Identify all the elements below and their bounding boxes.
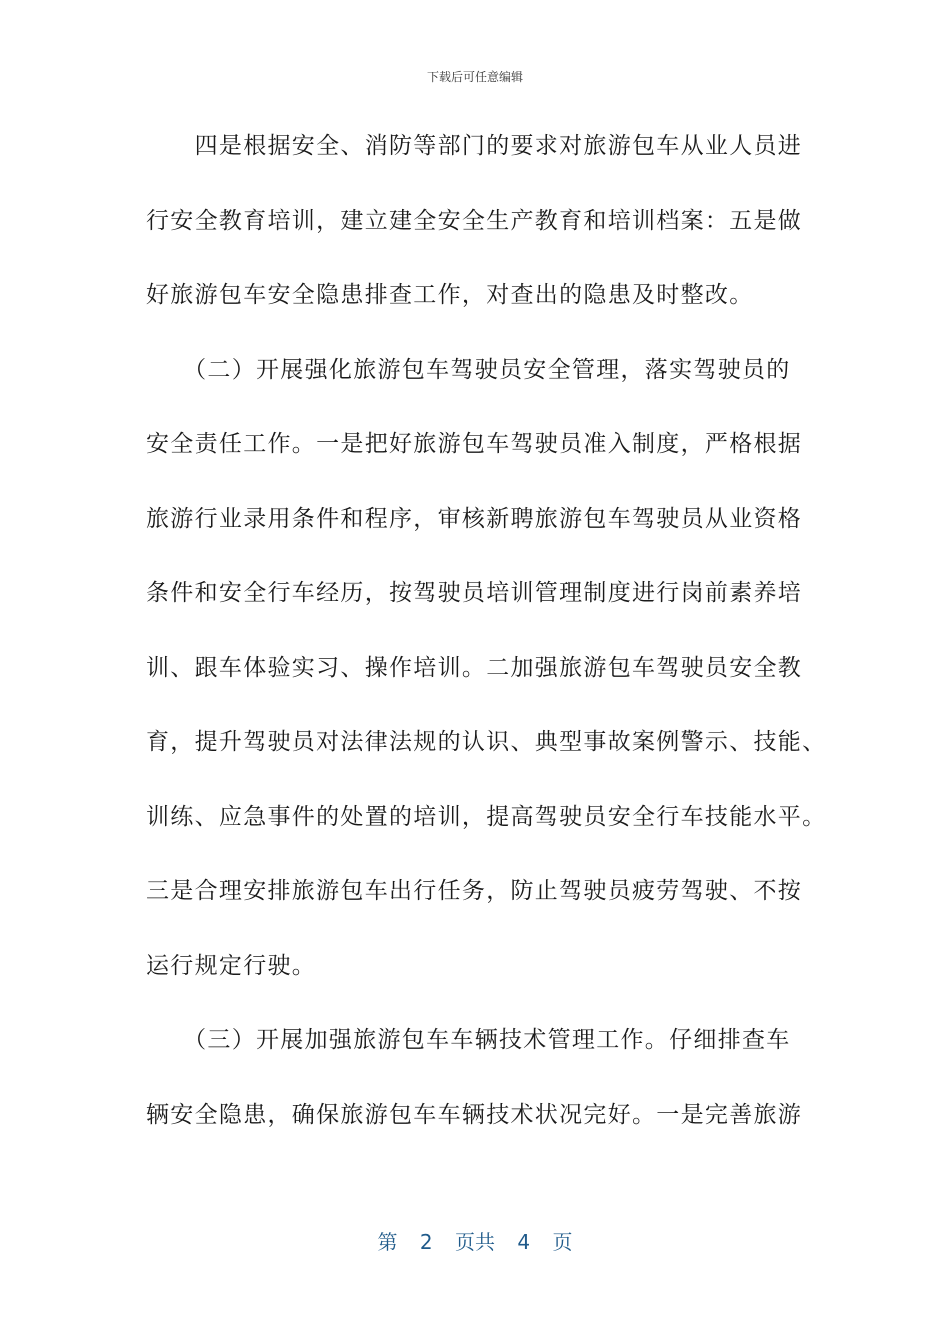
footer-suffix: 页: [552, 1230, 573, 1254]
footer-prefix: 第: [377, 1230, 398, 1254]
body-text: [146, 126, 827, 1169]
text-line: 运行规定行驶。: [146, 952, 317, 979]
text-line: 条件和安全行车经历，按驾驶员培训管理制度进行岗前素养培: [146, 580, 803, 606]
header-note: 下载后可任意编辑: [426, 70, 523, 84]
text-line: 安全责任工作。一是把好旅游包车驾驶员准入制度，严格根据: [146, 431, 803, 457]
text-line: 四是根据安全、消防等部门的要求对旅游包车从业人员进: [146, 133, 803, 159]
text-line: 育，提升驾驶员对法律法规的认识、典型事故案例警示、技能、: [146, 729, 827, 755]
text-line: 辆安全隐患，确保旅游包车车辆技术状况完好。一是完善旅游: [146, 1101, 803, 1128]
current-page-number: 2: [419, 1230, 433, 1254]
text-line: 训、跟车体验实习、操作培训。二加强旅游包车驾驶员安全教: [146, 654, 803, 681]
text-line: 三是合理安排旅游包车出行任务，防止驾驶员疲劳驾驶、不按: [146, 878, 803, 904]
page-footer: [0, 1226, 950, 1255]
text-line: （三）开展加强旅游包车车辆技术管理工作。仔细排查车: [146, 1027, 791, 1053]
text-line: （二）开展强化旅游包车驾驶员安全管理，落实驾驶员的: [146, 356, 791, 383]
text-line: 训练、应急事件的处置的培训，提高驾驶员安全行车技能水平。: [146, 803, 827, 830]
text-line: 旅游行业录用条件和程序，审核新聘旅游包车驾驶员从业资格: [146, 505, 803, 532]
text-line: 好旅游包车安全隐患排查工作，对查出的隐患及时整改。: [146, 282, 754, 308]
text-line: 行安全教育培训，建立建全安全生产教育和培训档案：五是做: [146, 207, 803, 234]
footer-middle: 页共: [455, 1230, 495, 1254]
total-pages-number: 4: [517, 1230, 531, 1254]
